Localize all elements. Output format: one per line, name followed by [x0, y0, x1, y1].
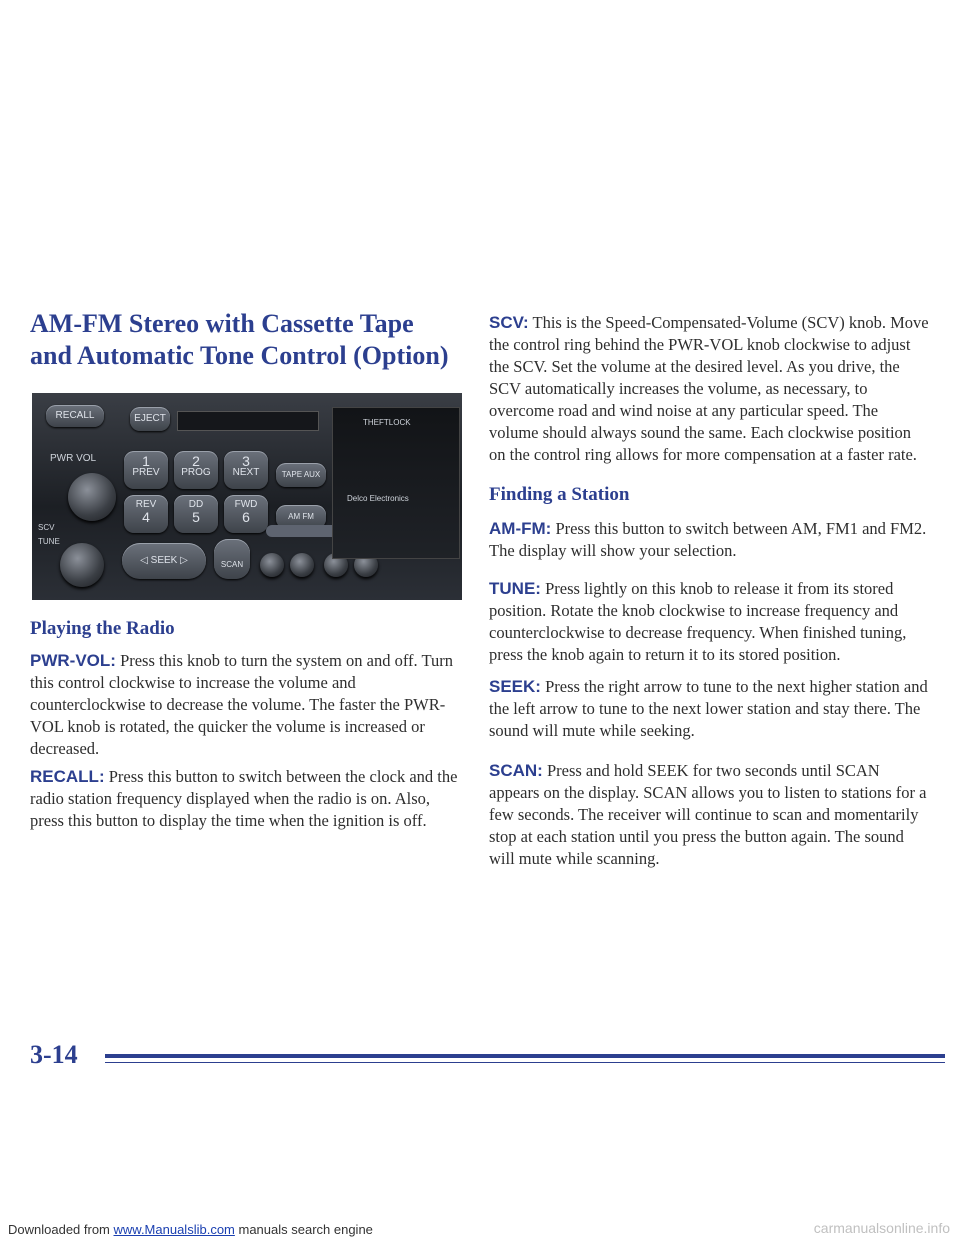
- recall-term: RECALL:: [30, 767, 105, 786]
- footer-rule-thick: [105, 1054, 945, 1058]
- pwr-vol-label: PWR VOL: [50, 453, 97, 464]
- footer-rule-thin: [105, 1062, 945, 1063]
- tune-label: TUNE: [38, 537, 60, 546]
- am-fm-term: AM-FM:: [489, 519, 552, 538]
- pwr-vol-paragraph: PWR-VOL: Press this knob to turn the system on and off. Turn this control clockwise to increase the volume and counterclockwise to decrease the volume. The faster the PWR-VOL knob is rotated, the quicker the volume is increased or decreased.: [30, 651, 453, 758]
- seek-right-arrow-icon: ▷: [180, 555, 188, 566]
- download-banner: Downloaded from www.Manualslib.com manuals search engine: [8, 1222, 373, 1237]
- theftlock-label: THEFTLOCK: [363, 418, 411, 427]
- tune-term: TUNE:: [489, 579, 541, 598]
- radio-display: [332, 407, 460, 559]
- tune-knob: [60, 543, 104, 587]
- seek-paragraph: SEEK: Press the right arrow to tune to the next higher station and the left arrow to tune to the next lower station and stay there. The sound will mute while seeking.: [489, 677, 928, 740]
- scan-button: SCAN: [214, 539, 250, 579]
- scan-term: SCAN:: [489, 761, 543, 780]
- pwr-vol-knob: [68, 473, 116, 521]
- brand-label: Delco Electronics: [347, 494, 409, 503]
- eject-button: EJECT: [130, 407, 170, 431]
- page-number: 3-14: [30, 1040, 78, 1069]
- tune-paragraph: TUNE: Press lightly on this knob to release it from its stored position. Rotate the knob clockwise to increase frequency and counterclockwise to decrease frequency. When finished tuning, press the knob again to return it to its stored position.: [489, 579, 907, 664]
- preset-button-1: 1 PREV: [124, 451, 168, 489]
- manualslib-link[interactable]: www.Manualslib.com: [113, 1222, 235, 1237]
- scan-paragraph: SCAN: Press and hold SEEK for two seconds until SCAN appears on the display. SCAN allows you to listen to stations for a few seconds. The receiver will continue to scan and momentarily stop at each station until you press the button again. The sound will mute while scanning.: [489, 761, 927, 868]
- scv-label: SCV: [38, 523, 55, 532]
- seek-term: SEEK:: [489, 677, 541, 696]
- preset-button-5: DD 5: [174, 495, 218, 533]
- section-heading-playing-radio: Playing the Radio: [30, 618, 175, 639]
- preset-button-3: 3 NEXT: [224, 451, 268, 489]
- tone-knob-2: [290, 553, 314, 577]
- preset-button-6: FWD 6: [224, 495, 268, 533]
- preset-button-2: 2 PROG: [174, 451, 218, 489]
- pwr-vol-term: PWR-VOL:: [30, 651, 116, 670]
- seek-left-arrow-icon: ◁: [140, 555, 148, 566]
- radio-faceplate-photo: [32, 393, 462, 600]
- section-heading-finding-station: Finding a Station: [489, 484, 630, 505]
- recall-paragraph: RECALL: Press this button to switch between the clock and the radio station frequency displayed when the radio is on. Also, press this button to display the time when the ignition is off.: [30, 767, 458, 830]
- watermark: carmanualsonline.info: [813, 1220, 950, 1236]
- recall-button: RECALL: [46, 405, 104, 427]
- scv-paragraph: SCV: This is the Speed-Compensated-Volume (SCV) knob. Move the control ring behind the PWR-VOL knob clockwise to adjust the SCV. Set the volume at the desired level. As you drive, the SCV automatically increases the volume, as necessary, to overcome road and wind noise at any particular speed. The volume should always sound the same. Each clockwise position on the control ring allows for more compensation at a faster rate.: [489, 313, 929, 464]
- cassette-slot: [177, 411, 319, 431]
- seek-rocker: ◁ SEEK ▷: [122, 543, 206, 579]
- am-fm-button: AM FM: [276, 505, 326, 529]
- tone-knob-1: [260, 553, 284, 577]
- am-fm-paragraph: AM-FM: Press this button to switch between AM, FM1 and FM2. The display will show your selection.: [489, 519, 927, 560]
- tape-aux-button: TAPE AUX: [276, 463, 326, 487]
- page-title: AM-FM Stereo with Cassette Tape and Automatic Tone Control (Option): [30, 309, 449, 370]
- preset-button-4: REV 4: [124, 495, 168, 533]
- scv-term: SCV:: [489, 313, 529, 332]
